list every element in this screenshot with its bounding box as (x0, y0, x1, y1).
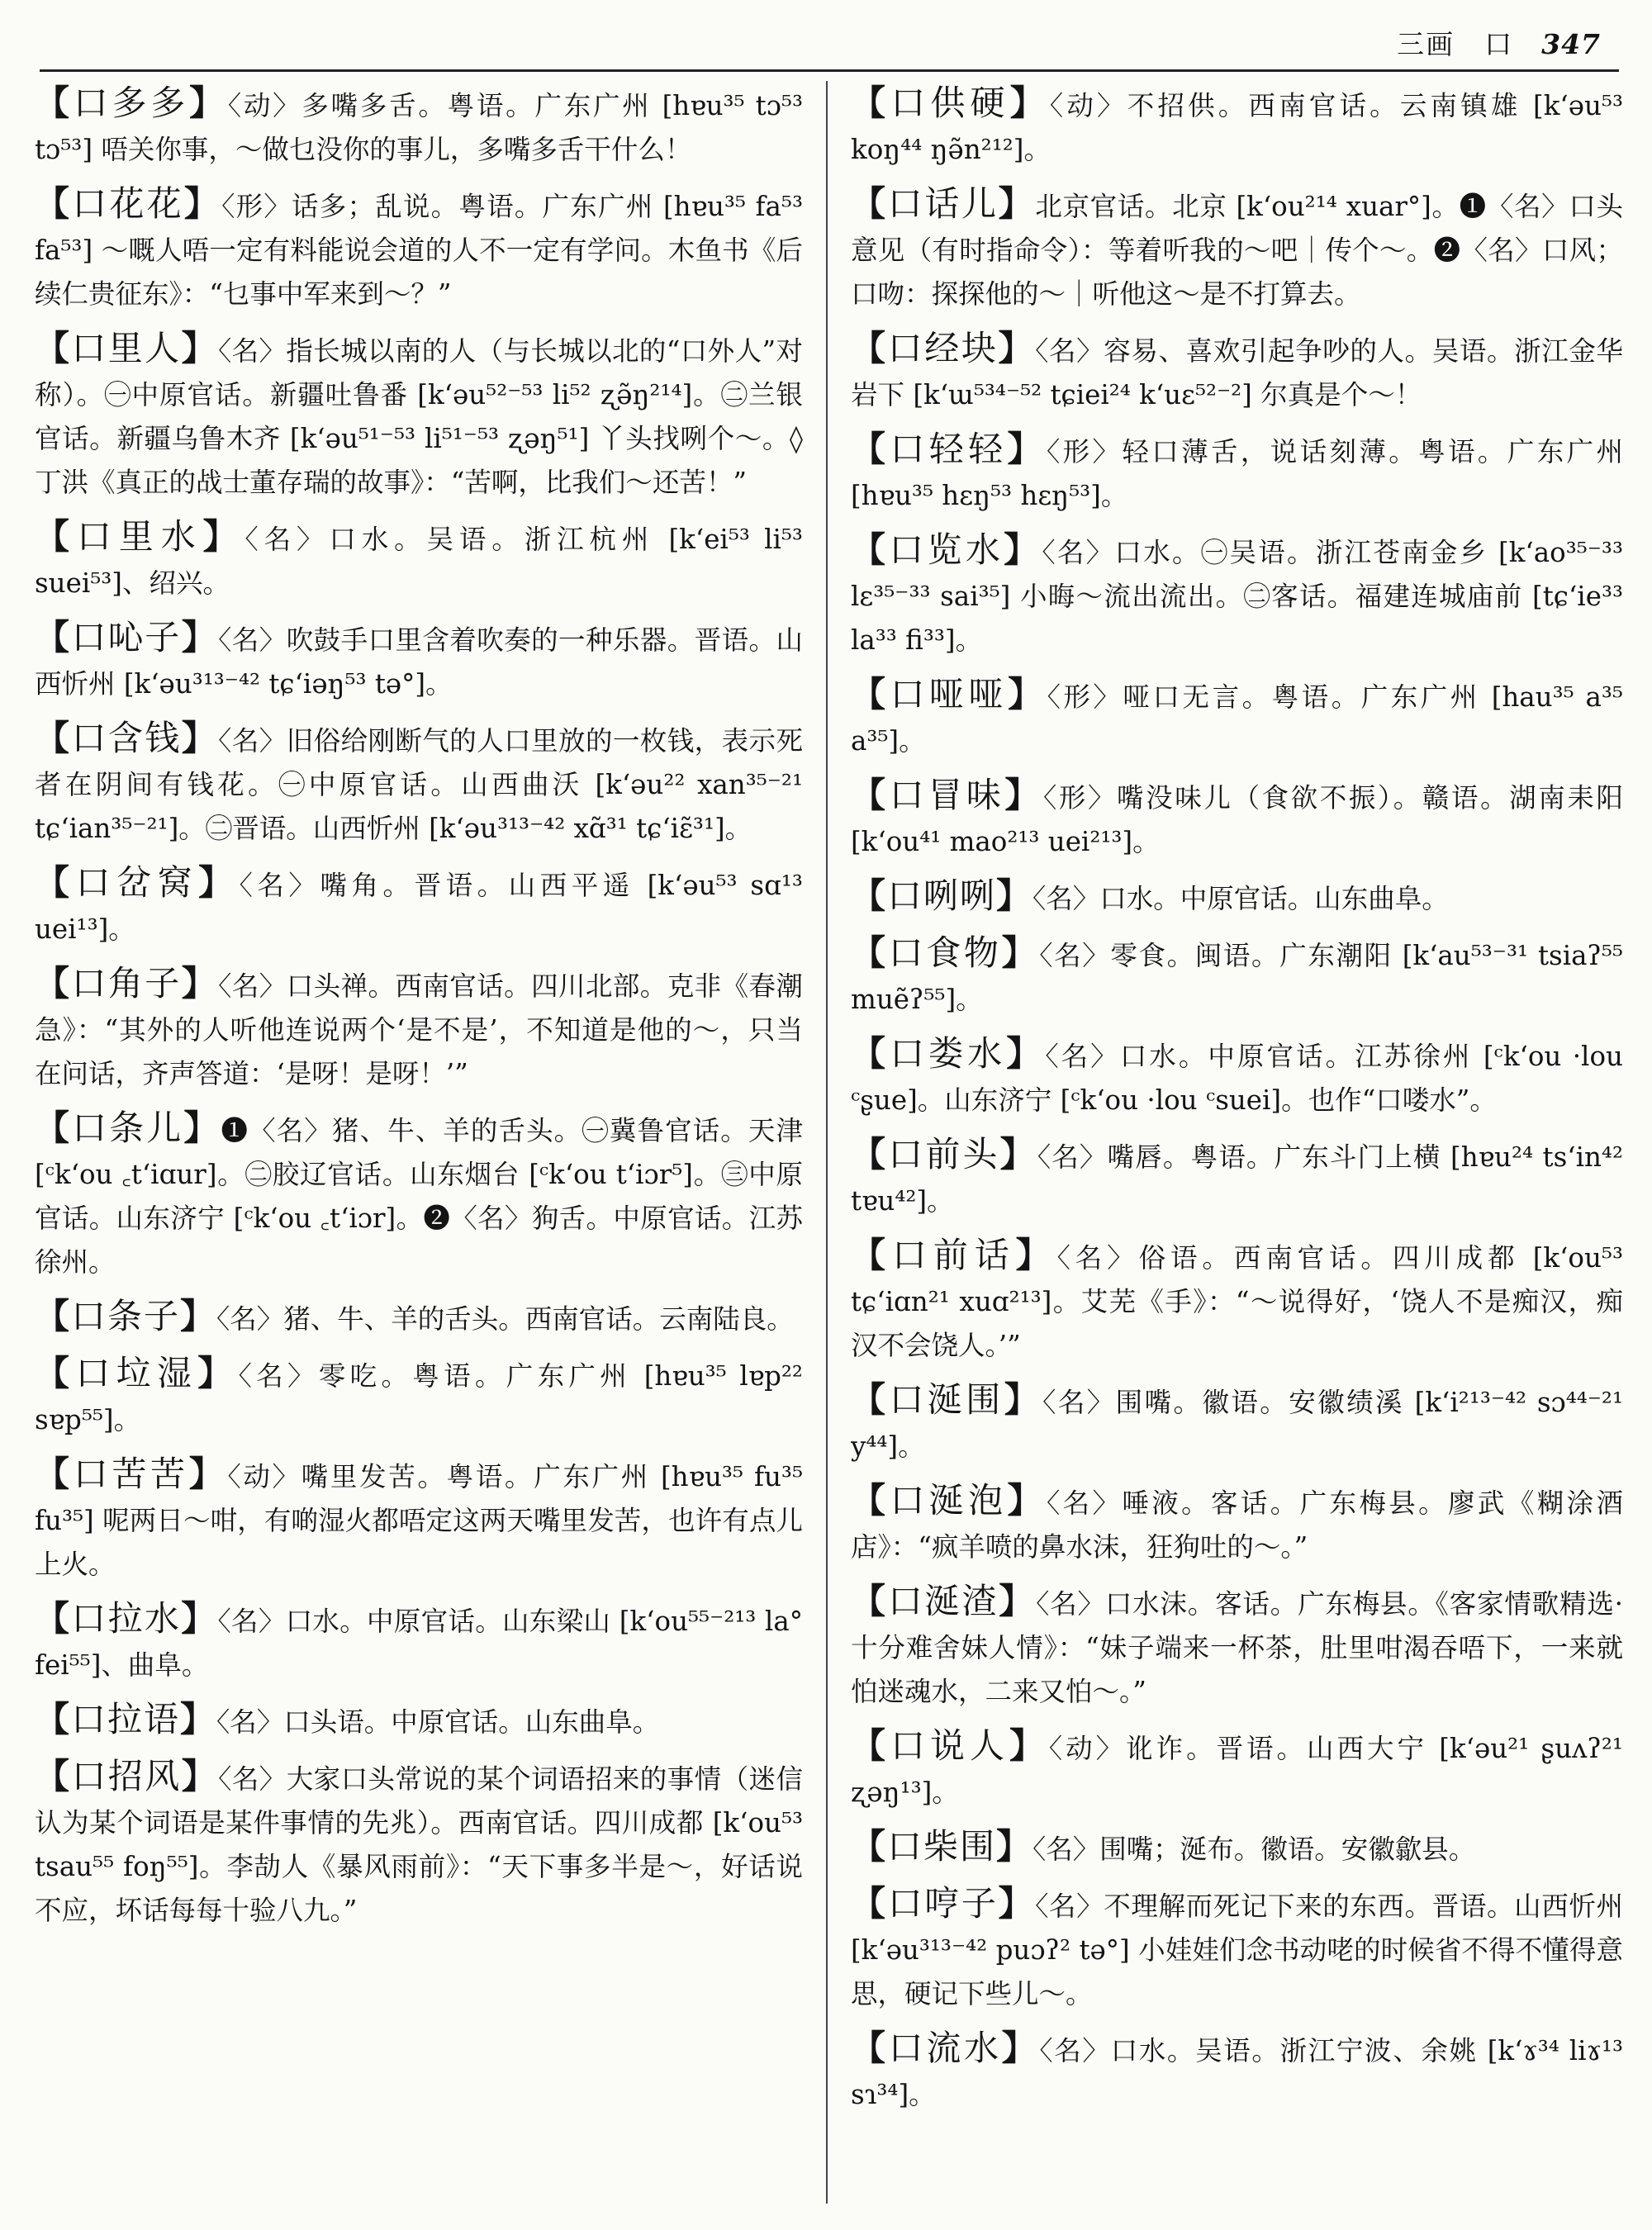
entry-definition: 〈名〉旧俗给刚断气的人口里放的一枚钱，表示死者在阴间有钱花。㊀中原官话。山西曲沃 [k‘əu²² xan³⁵⁻²¹ tɕ‘ian³⁵⁻²¹]。㊁晋语。山西忻州 [k‘əu³¹³⁻⁴² xɑ̃³¹ tɕ‘iɛ̃³¹]。 (35, 725, 803, 844)
entry-definition: 〈名〉口水。中原官话。江苏徐州 [ᶜk‘ou ·lou ᶜʂue]。山东济宁 [ᶜk‘ou ·lou ᶜsuei]。也作“口喽水”。 (851, 1041, 1623, 1116)
entry-headword: 【口涎渣】 (851, 1581, 1037, 1621)
entry-definition: 〈名〉指长城以南的人（与长城以北的“口外人”对称）。㊀中原官话。新疆吐鲁番 [k‘əu⁵²⁻⁵³ li⁵² ʐə̃ŋ²¹⁴]。㊁兰银官话。新疆乌鲁木齐 [k‘əu⁵¹⁻⁵³ li⁵¹⁻⁵³ ʐəŋ⁵¹] 丫头找咧个～。◊丁洪《真正的战士董存瑞的故事》：“苦啊，比我们～还苦！” (35, 335, 803, 498)
dictionary-entry (35, 615, 803, 706)
page-number: 347 (1541, 28, 1601, 60)
dictionary-entry (35, 861, 803, 951)
dictionary-entry (35, 961, 803, 1096)
entry-definition: 〈名〉猪、牛、羊的舌头。西南官话。云南陆良。 (216, 1303, 794, 1335)
dictionary-entry (851, 182, 1623, 316)
dictionary-entry (851, 1881, 1623, 2016)
entry-headword: 【口食物】 (851, 932, 1040, 973)
dictionary-entry (851, 81, 1623, 172)
dictionary-entry (35, 1106, 803, 1284)
radical-label: 口 (1484, 28, 1514, 60)
entry-headword: 【口说人】 (851, 1725, 1049, 1766)
entry-headword: 【口拉水】 (35, 1598, 218, 1639)
entry-headword: 【口哼子】 (851, 1883, 1036, 1924)
entry-headword: 【口条儿】 (35, 1108, 221, 1148)
entry-headword: 【口吣子】 (35, 617, 219, 657)
right-column (851, 81, 1623, 2212)
entry-definition: 〈名〉口头禅。西南官话。四川北部。克非《春潮急》：“其外的人听他连说两个‘是不是’，不知道是他的～，只当在问话，齐声答道：‘是呀！是呀！’” (35, 970, 803, 1089)
section-label: 三画 (1397, 28, 1455, 60)
entry-headword: 【口里水】 (35, 516, 245, 557)
entry-headword: 【口话儿】 (851, 183, 1036, 224)
entry-headword: 【口经块】 (851, 328, 1036, 368)
dictionary-entry (35, 716, 803, 851)
entry-definition: 〈名〉零吃。粤语。广东广州 [hɐu³⁵ lɐp²² sɐp⁵⁵]。 (35, 1360, 803, 1435)
entry-headword: 【口苦苦】 (35, 1454, 228, 1494)
entry-definition: 〈名〉不理解而死记下来的东西。晋语。山西忻州 [k‘əu³¹³⁻⁴² puɔʔ² tə°] 小娃娃们念书动咾的时候省不得不懂得意思，硬记下些儿～。 (851, 1891, 1623, 2009)
entry-definition: 〈名〉口水。吴语。浙江杭州 [k‘ei⁵³ li⁵³ suei⁵³]、绍兴。 (35, 524, 803, 599)
entry-headword: 【口流水】 (851, 2028, 1040, 2068)
entry-definition: 〈名〉口头语。中原官话。山东曲阜。 (216, 1706, 660, 1738)
entry-headword: 【口角子】 (35, 963, 219, 1004)
entry-headword: 【口览水】 (851, 529, 1042, 570)
column-divider (826, 81, 828, 2204)
entry-headword: 【口岔窝】 (35, 862, 240, 903)
dictionary-entry (35, 1597, 803, 1687)
dictionary-entry (851, 773, 1623, 864)
entry-headword: 【口哑哑】 (851, 674, 1047, 714)
entry-definition: 〈名〉口水。中原官话。山东曲阜。 (1032, 883, 1449, 914)
entry-definition: 〈名〉围嘴；涎布。徽语。安徽歙县。 (1032, 1834, 1476, 1865)
entry-headword: 【口垃湿】 (35, 1353, 239, 1393)
entry-definition: 〈名〉嘴唇。粤语。广东斗门上横 [hɐu²⁴ ts‘in⁴² tɐu⁴²]。 (851, 1141, 1623, 1217)
entry-definition: 北京官话。北京 [k‘ou²¹⁴ xuar°]。❶〈名〉口头意见（有时指命令）：等着听我的～吧｜传个～。❷〈名〉口风；口吻：探探他的～｜听他这～是不打算去。 (851, 191, 1623, 310)
dictionary-entry (851, 1724, 1623, 1815)
entry-definition: 〈名〉零食。闽语。广东潮阳 [k‘au⁵³⁻³¹ tsiaʔ⁵⁵ muẽʔ⁵⁵]。 (851, 940, 1623, 1015)
dictionary-entry (35, 1697, 803, 1744)
entry-definition: 〈形〉轻口薄舌，说话刻薄。粤语。广东广州 [hɐu³⁵ hɛŋ⁵³ hɛŋ⁵³]。 (851, 436, 1623, 511)
entry-definition: 〈名〉容易、喜欢引起争吵的人。吴语。浙江金华岩下 [k‘ɯ⁵³⁴⁻⁵² tɕiei²⁴ k‘uɛ⁵²⁻²] 尔真是个～！ (851, 335, 1623, 410)
dictionary-entry (851, 326, 1623, 417)
entry-definition: 〈形〉话多；乱说。粤语。广东广州 [hɐu³⁵ fa⁵³ fa⁵³] ～嘅人唔一定有料能说会道的人不一定有学问。木鱼书《后续仁贵征东》：“乜事中军来到～？” (35, 191, 803, 310)
entry-headword: 【口条子】 (35, 1296, 217, 1336)
dictionary-entry (35, 81, 803, 172)
dictionary-entry (851, 874, 1623, 921)
entry-definition: 〈动〉讹诈。晋语。山西大宁 [k‘əu²¹ ʂuʌʔ²¹ ʐəŋ¹³]。 (851, 1733, 1623, 1808)
dictionary-entry (851, 1032, 1623, 1122)
entry-headword: 【口轻轻】 (851, 429, 1047, 469)
dictionary-entry (851, 1132, 1623, 1223)
entry-headword: 【口涎泡】 (851, 1480, 1047, 1521)
entry-definition: 〈名〉大家口头常说的某个词语招来的事情（迷信认为某个词语是某件事情的先兆）。西南官话。四川成都 [k‘ou⁵³ tsau⁵⁵ foŋ⁵⁵]。李劼人《暴风雨前》：“天下事多半是～，好话说不应，坏话每每十验八九。” (35, 1763, 803, 1926)
dictionary-entry (35, 1754, 803, 1933)
entry-definition: 〈名〉口水。中原官话。山东梁山 [k‘ou⁵⁵⁻²¹³ la° fei⁵⁵]、曲阜。 (35, 1606, 803, 1681)
entry-headword: 【口柴围】 (851, 1826, 1033, 1867)
entry-headword: 【口前话】 (851, 1235, 1057, 1275)
entry-definition: 〈名〉围嘴。徽语。安徽绩溪 [k‘i²¹³⁻⁴² sɔ⁴⁴⁻²¹ y⁴⁴]。 (851, 1387, 1623, 1462)
entry-definition: ❶〈名〉猪、牛、羊的舌头。㊀冀鲁官话。天津 [ᶜk‘ou ꜀t‘iɑur]。㊁胶辽官话。山东烟台 [ᶜk‘ou t‘iɔr⁵]。㊂中原官话。山东济宁 [ᶜk‘ou ꜀t‘iɔr]。❷〈名〉狗舌。中原官话。江苏徐州。 (35, 1115, 803, 1278)
entry-definition: 〈动〉不招供。西南官话。云南镇雄 [k‘əu⁵³ koŋ⁴⁴ ŋə̃n²¹²]。 (851, 90, 1623, 165)
entry-definition: 〈动〉多嘴多舌。粤语。广东广州 [hɐu³⁵ tɔ⁵³ tɔ⁵³] 唔关你事，～做乜没你的事儿，多嘴多舌干什么！ (35, 90, 803, 165)
dictionary-entry (851, 1478, 1623, 1569)
dictionary-entry (851, 672, 1623, 763)
dictionary-entry (35, 1294, 803, 1341)
entry-headword: 【口含钱】 (35, 718, 219, 758)
entry-headword: 【口冒味】 (851, 775, 1044, 815)
left-column (35, 81, 803, 2212)
dictionary-entry (851, 931, 1623, 1022)
entry-headword: 【口咧咧】 (851, 875, 1033, 916)
dictionary-entry (851, 1824, 1623, 1872)
running-head (1397, 23, 1601, 62)
entry-definition: 〈名〉口水。㊀吴语。浙江苍南金乡 [k‘ao³⁵⁻³³ lɛ³⁵⁻³³ sai³⁵] 小晦～流出流出。㊁客话。福建连城庙前 [tɕ‘ie³³ la³³ fi³³]。 (851, 537, 1623, 656)
dictionary-entry (851, 1233, 1623, 1368)
entry-definition: 〈名〉唾液。客话。广东梅县。廖武《糊涂酒店》：“疯羊喷的鼻水沫，狂狗吐的～。” (851, 1487, 1623, 1563)
dictionary-entry (35, 515, 803, 605)
entry-headword: 【口娄水】 (851, 1033, 1046, 1074)
entry-headword: 【口多多】 (35, 83, 228, 123)
entry-definition: 〈形〉哑口无言。粤语。广东广州 [hau³⁵ a³⁵ a³⁵]。 (851, 681, 1623, 757)
entry-definition: 〈名〉吹鼓手口里含着吹奏的一种乐器。晋语。山西忻州 [k‘əu³¹³⁻⁴² tɕ‘iəŋ⁵³ tə°]。 (35, 624, 803, 700)
dictionary-entry (35, 326, 803, 505)
entry-headword: 【口里人】 (35, 328, 218, 368)
entry-definition: 〈名〉口水。吴语。浙江宁波、余姚 [k‘ɤ³⁴ liɤ¹³ sɿ³⁴]。 (851, 2035, 1623, 2110)
entry-headword: 【口招风】 (35, 1756, 219, 1796)
page-header (40, 18, 1619, 72)
dictionary-entry (851, 427, 1623, 518)
entry-definition: 〈名〉俗语。西南官话。四川成都 [k‘ou⁵³ tɕ‘iɑn²¹ xuɑ²¹³]。艾芜《手》：“～说得好，‘饶人不是痴汉，痴汉不会饶人。’” (851, 1242, 1623, 1361)
dictionary-entry (851, 1378, 1623, 1468)
dictionary-entry (851, 2026, 1623, 2117)
dictionary-entry (851, 528, 1623, 662)
dictionary-entry (35, 1351, 803, 1442)
entry-headword: 【口花花】 (35, 183, 222, 224)
entry-definition: 〈名〉嘴角。晋语。山西平遥 [k‘əu⁵³ sɑ¹³ uei¹³]。 (35, 870, 803, 945)
entry-headword: 【口拉语】 (35, 1699, 217, 1739)
dictionary-entry (851, 1579, 1623, 1714)
entry-definition: 〈动〉嘴里发苦。粤语。广东广州 [hɐu³⁵ fu³⁵ fu³⁵] 呢两日～咁，有啲湿火都唔定这两天嘴里发苦，也许有点儿上火。 (35, 1461, 803, 1580)
entry-headword: 【口供硬】 (851, 83, 1050, 123)
entry-definition: 〈名〉口水沫。客话。广东梅县。《客家情歌精选·十分难舍妹人情》：“妹子端来一杯茶，肚里咁渴吞唔下，一来就怕迷魂水，二来又怕～。” (851, 1588, 1623, 1707)
entry-headword: 【口前头】 (851, 1134, 1037, 1174)
dictionary-entry (35, 1452, 803, 1587)
dictionary-entry (35, 182, 803, 316)
entry-headword: 【口涎围】 (851, 1379, 1043, 1420)
entry-definition: 〈形〉嘴没味儿（食欲不振）。赣语。湖南耒阳 [k‘ou⁴¹ mao²¹³ uei²¹³]。 (851, 782, 1623, 857)
